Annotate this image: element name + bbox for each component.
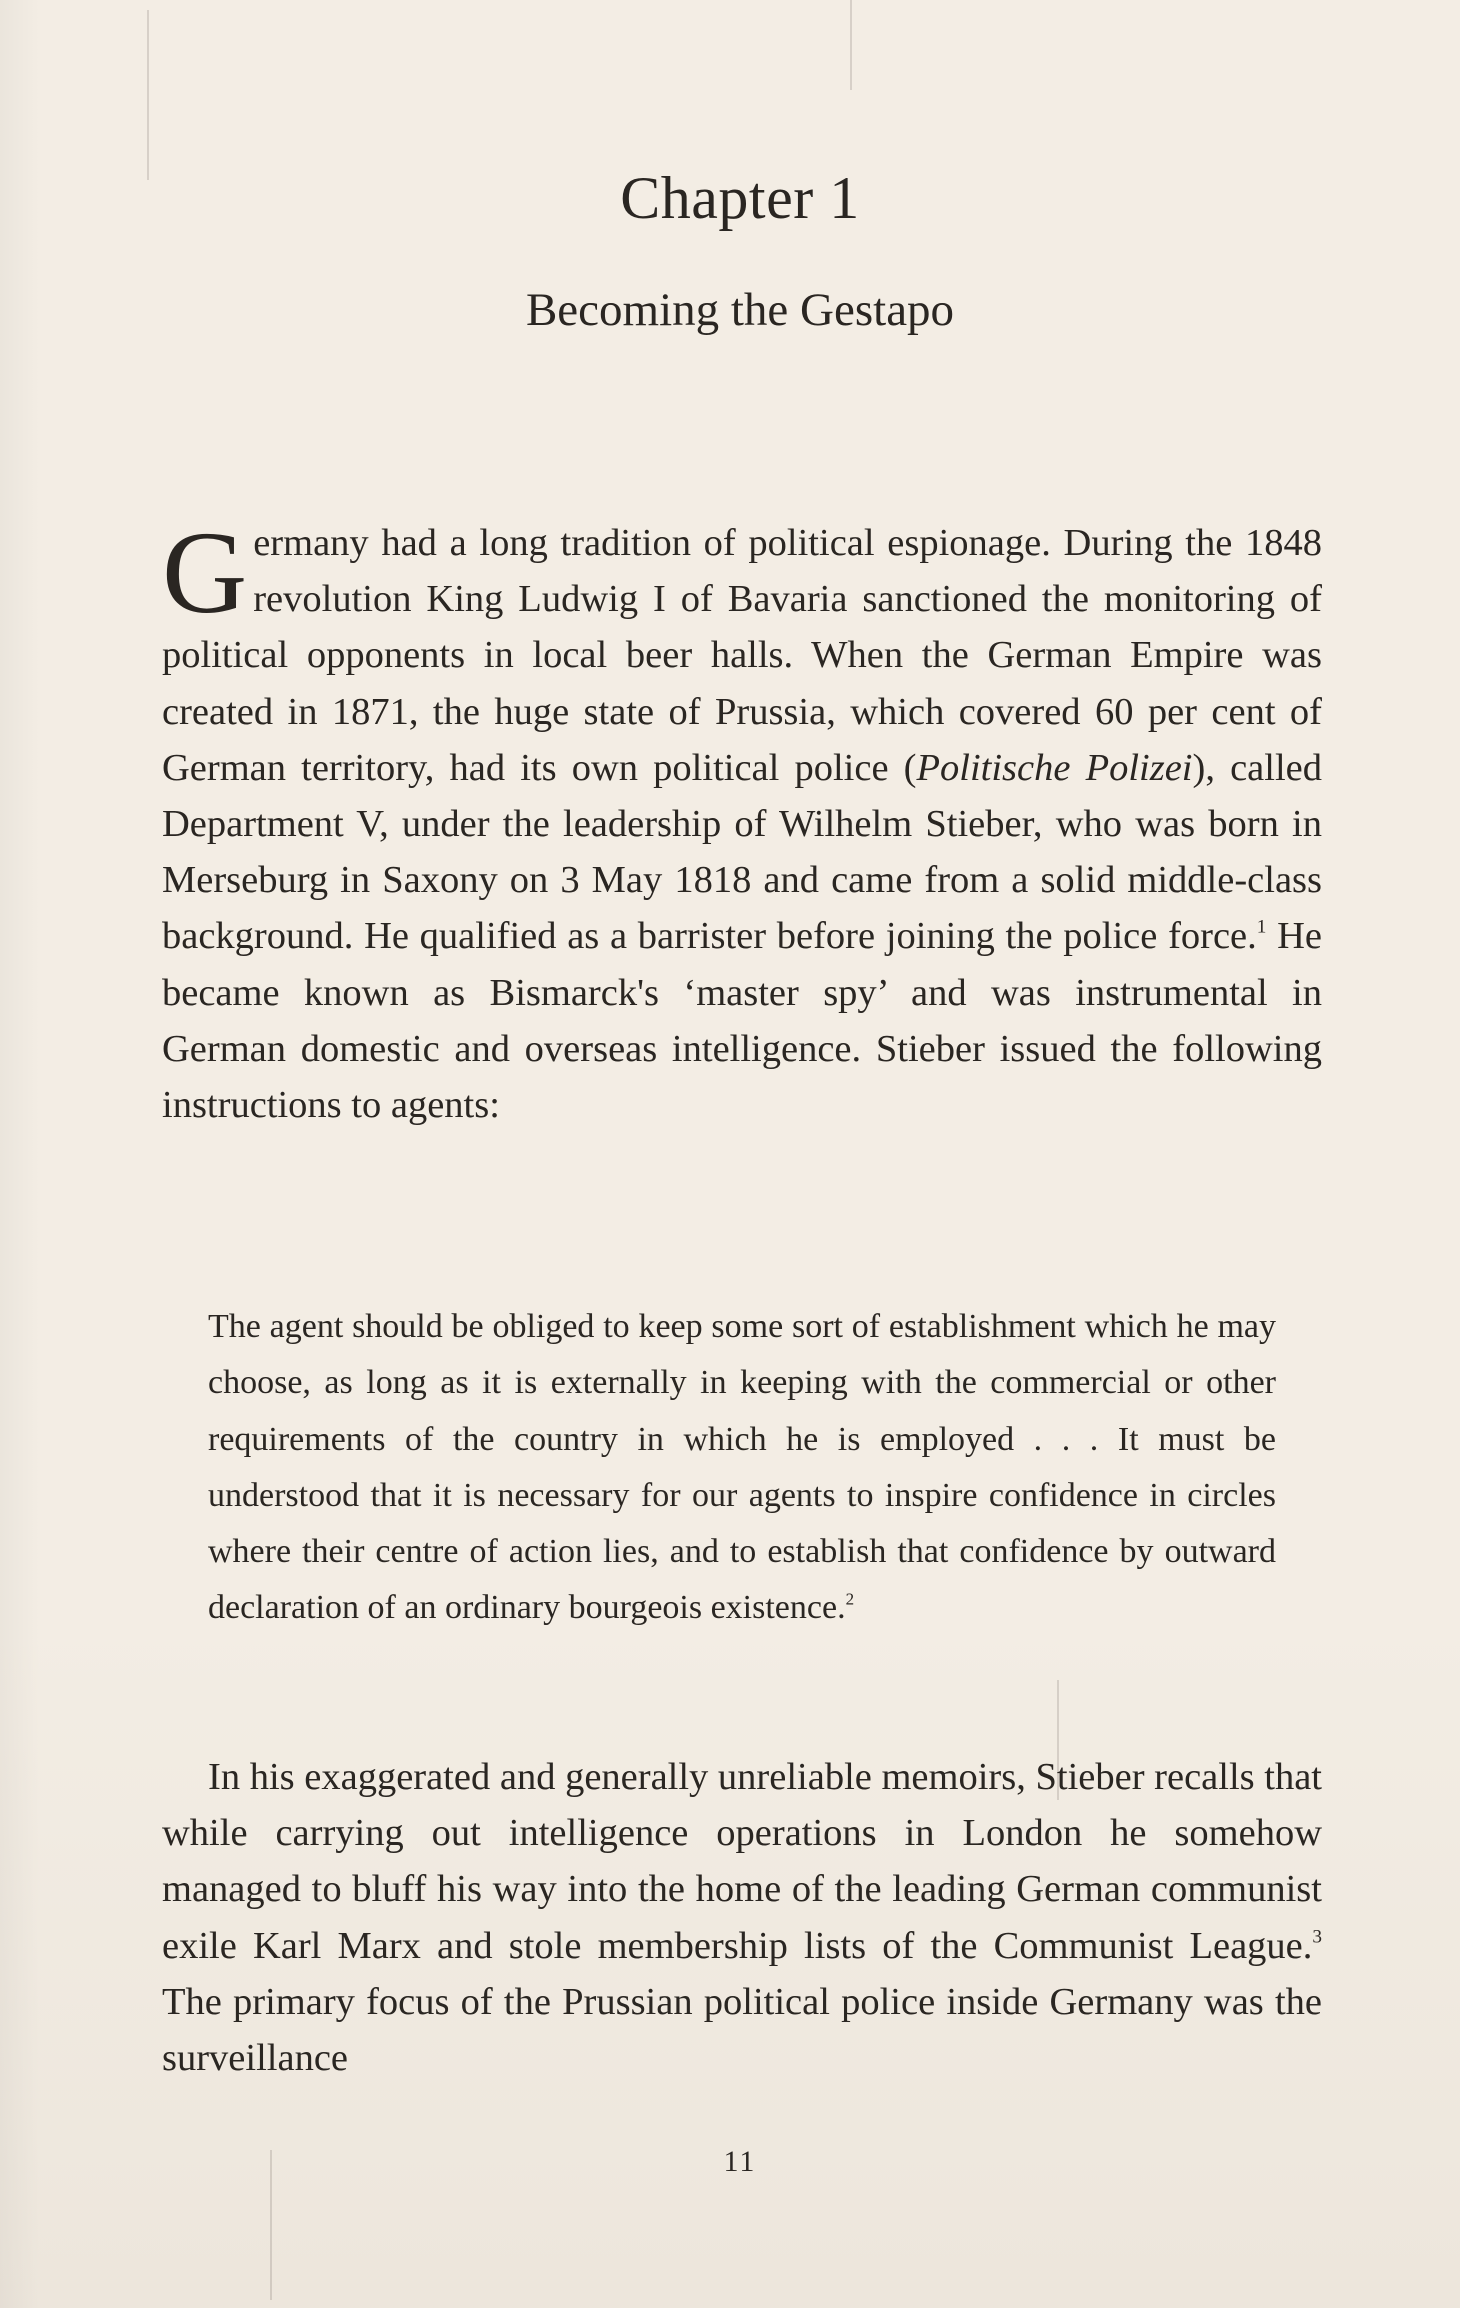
italic-term: Politische Polizei [916, 746, 1193, 789]
paragraph-text: ), called Department V, under the leadership of Wilhelm Stieber, who was born in Merseburg in Saxony on 3 May 1818 and came from a solid middle-class background. He qualified as a barrister before joining the police force. [162, 746, 1322, 958]
paragraph-text: In his exaggerated and generally unreliable memoirs, Stieber recalls that while carrying out intelligence operations in London he somehow managed to bluff his way into the home of the leading German communist exile Karl Marx and stole membership lists of the Communist League. [162, 1756, 1322, 1967]
body-paragraph-2 [162, 1749, 1322, 2086]
paragraph-text: The primary focus of the Prussian political police inside Germany was the surveillance [162, 1980, 1322, 2080]
chapter-label: Chapter 1 [620, 165, 860, 231]
page-number: 11 [723, 2145, 757, 2178]
paragraph-text: He became known as Bismarck's ‘master spy’ and was instrumental in German domestic and overseas intelligence. Stieber issued the following instructions to agents: [162, 915, 1322, 1127]
paragraph-text: ermany had a long tradition of political espionage. During the 1848 revolution King Ludwig I of Bavaria sanctioned the monitoring of political opponents in local beer halls. When the German Empire was created in 1871, the huge state of Prussia, which covered 60 per cent of German territory, had its own political police ( [162, 522, 1322, 789]
quote-text: The agent should be obliged to keep some sort of establishment which he may choose, as long as it is externally in keeping with the commercial or other requirements of the country in which he is employed . . . It must be understood that it is necessary for our agents to inspire confidence in circles where their centre of action lies, and to establish that confidence by outward declaration of an ordinary bourgeois existence. [208, 1308, 1276, 1627]
block-quote [208, 1299, 1276, 1637]
footnote-ref-2[interactable]: 2 [845, 1589, 855, 1609]
scan-artifact-line [147, 10, 149, 180]
footnote-ref-3[interactable]: 3 [1312, 1926, 1322, 1948]
chapter-title: Becoming the Gestapo [525, 284, 955, 336]
scan-artifact-line [850, 0, 852, 90]
body-paragraph-1 [162, 507, 1322, 1133]
drop-cap: G [162, 507, 248, 638]
footnote-ref-1[interactable]: 1 [1256, 917, 1267, 939]
